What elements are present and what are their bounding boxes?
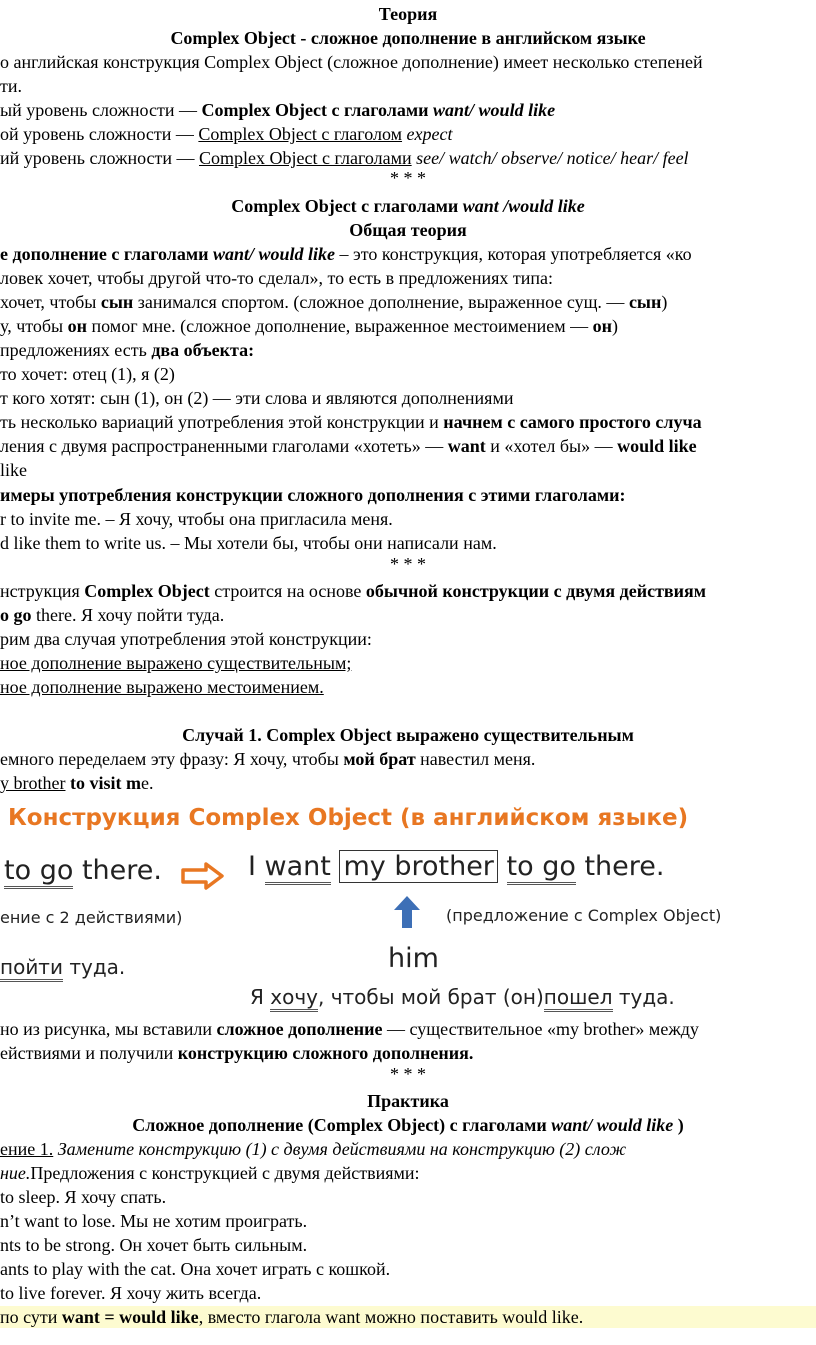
level-3-line: ий уровень сложности — Complex Object с глаголами see/ watch/ observe/ notice/ hear/ feel (0, 148, 689, 168)
theory-two-objects: предложениях есть два объекта: (0, 340, 255, 360)
exercise-sentence-5: to live forever. Я хочу жить всегда. (0, 1283, 262, 1303)
after-figure-line-2: ействиями и получили конструкцию сложного дополнения. (0, 1043, 474, 1063)
construction-line: нструкция Complex Object строится на основе обычной конструкции с двумя действиям (0, 581, 707, 601)
theory-variations: ть несколько вариаций употребления этой конструкции и начнем с самого простого случа (0, 412, 702, 432)
separator-stars-3: * * * (390, 1064, 426, 1084)
practice-subtitle: Сложное дополнение (Complex Object) с глаголами want/ would like ) (132, 1115, 684, 1135)
exercise-1-task: ение 1. Замените конструкцию (1) с двумя действиями на конструкцию (2) слож (0, 1139, 627, 1159)
case-noun-item: ное дополнение выражено существительным; (0, 653, 352, 673)
figure-left-sentence: to go there. (4, 855, 162, 886)
examples-heading: имеры употребления конструкции сложного дополнения с этими глаголами: (0, 485, 626, 505)
go-there-line: o go there. Я хочу пойти туда. (0, 605, 225, 625)
two-cases-line: рим два случая употребления этой конструкции: (0, 629, 372, 649)
case-1-title: Случай 1. Complex Object выражено существительным (182, 725, 634, 745)
figure-right-caption: (предложение с Complex Object) (446, 906, 722, 925)
after-figure-line-1: но из рисунка, мы вставили сложное дополнение — существительное «my brother» между (0, 1019, 699, 1039)
separator-stars-1: * * * (390, 168, 426, 188)
right-arrow-icon (180, 861, 226, 891)
exercise-sentence-2: n’t want to lose. Мы не хотим проиграть. (0, 1211, 308, 1231)
theory-verbs: ления с двумя распространенными глаголами «хотеть» — want и «хотел бы» — would like (0, 436, 697, 456)
example-1: r to invite me. – Я хочу, чтобы она пригласила меня. (0, 509, 393, 529)
case-1-line-2: y brother to visit me. (0, 773, 154, 793)
page-subtitle: Complex Object - сложное дополнение в английском языке (170, 28, 646, 48)
figure-title: Конструкция Complex Object (в английском языке) (8, 805, 689, 831)
theory-example-son: хочет, чтобы сын занимался спортом. (сложное дополнение, выраженное сущ. — сын) (0, 292, 668, 312)
highlighted-note: по сути want = would like, вместо глагола want можно поставить would like. (0, 1306, 816, 1328)
theory-line-2: ловек хочет, чтобы другой что-то сделал», то есть в предложениях типа: (0, 268, 554, 288)
page-title: Теория (378, 4, 438, 24)
case-1-line-1: емного переделаем эту фразу: Я хочу, чтобы мой брат навестил меня. (0, 749, 536, 769)
section-subtitle: Общая теория (349, 220, 467, 240)
figure-right-sentence: I want my brother to go there. (248, 851, 664, 882)
up-arrow-icon (392, 894, 422, 930)
figure-left-russian: пойти туда. (0, 955, 125, 979)
complex-object-box: my brother (339, 850, 497, 883)
complex-object-figure (0, 795, 816, 1015)
practice-title: Практика (367, 1091, 449, 1111)
example-2: d like them to write us. – Мы хотели бы, чтобы они написали нам. (0, 533, 497, 553)
case-pronoun-item: ное дополнение выражено местоимением. (0, 677, 324, 697)
figure-him: him (388, 943, 439, 974)
theory-example-he: у, чтобы он помог мне. (сложное дополнение, выраженное местоимением — он) (0, 316, 619, 336)
exercise-sentence-1: to sleep. Я хочу спать. (0, 1187, 167, 1207)
intro-line-1: о английская конструкция Complex Object (сложное дополнение) имеет несколько степеней (0, 52, 703, 72)
theory-like: like (0, 460, 27, 480)
level-2-line: ой уровень сложности — Complex Object с глаголом expect (0, 124, 453, 144)
exercise-1-task-cont: ние.Предложения с конструкцией с двумя действиями: (0, 1163, 420, 1183)
section-title: Complex Object с глаголами want /would like (231, 196, 585, 216)
intro-line-2: ти. (0, 76, 22, 96)
exercise-sentence-3: nts to be strong. Он хочет быть сильным. (0, 1235, 308, 1255)
theory-from-whom: т кого хотят: сын (1), он (2) — эти слова и являются дополнениями (0, 388, 514, 408)
theory-who-wants: то хочет: отец (1), я (2) (0, 364, 175, 384)
figure-left-caption: ение с 2 действиями) (0, 908, 183, 927)
separator-stars-2: * * * (390, 554, 426, 574)
level-1-line: ый уровень сложности — Complex Object с глаголами want/ would like (0, 100, 556, 120)
theory-line-1: е дополнение с глаголами want/ would like – это конструкция, которая употребляется «ко (0, 244, 692, 264)
exercise-sentence-4: ants to play with the cat. Она хочет играть с кошкой. (0, 1259, 391, 1279)
figure-russian-translation: Я хочу, чтобы мой брат (он)пошел туда. (250, 985, 675, 1009)
